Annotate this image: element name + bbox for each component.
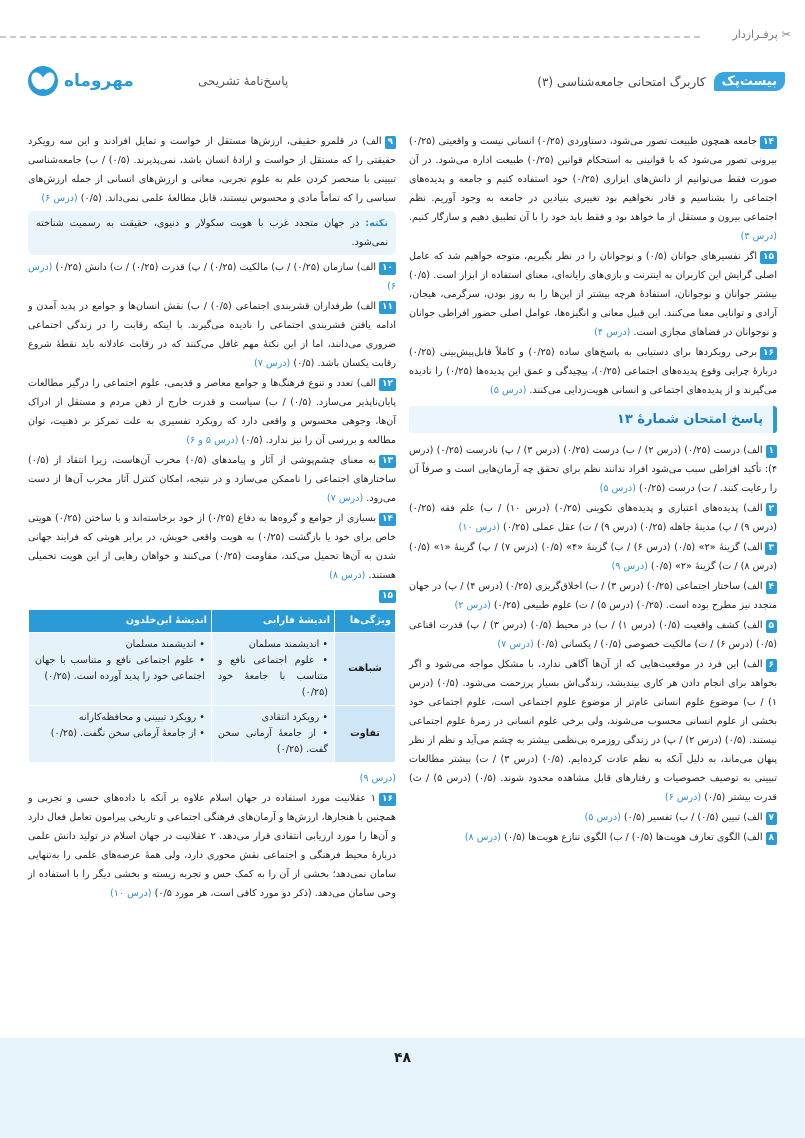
answer-item <box>28 258 396 296</box>
answer-text: الف) گزینهٔ «۲» (۰/۵) (درس ۶) / ب) گزینهٔ «۴» (۰/۵) (درس ۷) / پ) گزینهٔ «۱» (۰/۵) (درس ۸) / ت) گزینهٔ «۲» (۰/۵) <box>409 542 777 572</box>
page-header <box>28 66 785 100</box>
lesson-reference: (درس ۸) <box>329 570 366 581</box>
answer-item <box>409 132 777 246</box>
question-number: ۱۴ <box>379 513 396 526</box>
answer-text: الف) کشف واقعیت (۰/۵) (درس ۱) / ب) در محیط (۰/۵) (درس ۳) / پ) قدرت اقناعی (۰/۵) (درس ۶) / ت) مالکیت خصوصی (۰/۵) / یکسانی (۰/۵) <box>409 620 777 650</box>
cell-text: علوم اجتماعی نافع و متناسب با جامعهٔ خود (۰/۲۵) <box>217 655 328 698</box>
row-heading: تفاوت <box>335 706 396 763</box>
answer-text: الف) الگوی تعارف هویت‌ها (۰/۵) / ب) الگوی تنازع هویت‌ها (۰/۵) <box>504 832 763 843</box>
answer-item <box>409 247 777 342</box>
question-number: ۱۱ <box>379 301 396 314</box>
lesson-reference: (درس ۷) <box>326 493 364 504</box>
lesson-reference: (درس ۲) <box>454 600 491 611</box>
answer-text: جامعه همچون طبیعت تصور می‌شود، دستاوردی (۰/۲۵) انسانی نیست و واقعیتی (۰/۲۵) بیرونی تصور می‌شود که با قوانینی به استحکام قوانین (۰/۲۵) طبیعت اداره می‌شود. در آن صورت فقط می‌توانیم از دانش‌های ابزاری (۰/۲۵) خود استفاده کنیم و جامعه و پدیده‌های اجتماعی را بشناسیم و قادر نخواهیم بود تغییری بنیادین در جامعه به وجود آوریم. نظم اجتماعی بیرون و مستقل از ما خواهد بود و فقط باید خود را با آن تطبیق دهیم و سازگار کنیم. <box>409 136 778 223</box>
question-number: ۴ <box>766 581 778 594</box>
answer-item <box>409 441 777 498</box>
cell-bullet: • از جامعهٔ آرمانی سخن گفت. (۰/۲۵) <box>217 728 328 755</box>
question-number: ۹ <box>385 136 397 149</box>
question-number: ۱۵ <box>379 590 396 603</box>
cell-text: اندیشمند مسلمان <box>248 639 320 650</box>
cell-text: از جامعهٔ آرمانی سخن نگفت. (۰/۲۵) <box>50 728 197 739</box>
lesson-reference: (درس ۶) <box>664 792 702 803</box>
answer-item <box>28 451 396 508</box>
answer-text: الف) طرفداران قشربندی اجتماعی (۰/۵) / ب) نقش انسان‌ها و جوامع در پدید آمدن و ادامه یافتن قشربندی اجتماعی را نادیده می‌گیرند. با اینکه رقابت را در زندگی اجتماعی ضروری می‌دانند، اما از این نکتهٔ مهم غافل می‌کنند که در رقابت عادلانه باید نقطهٔ شروع رقابت یکسان باشد. (۰/۵) <box>28 301 396 369</box>
cell-bullet: • اندیشمند مسلمان <box>125 639 205 650</box>
header-title-group <box>537 72 785 91</box>
table-header: اندیشهٔ ابن‌خلدون <box>29 610 212 633</box>
right-column <box>409 132 777 848</box>
answer-text: الف) این فرد در موقعیت‌هایی که از آن‌ها آگاهی ندارد، با مشکل مواجه می‌شود و اگر بخواهد برای انجام دادن هر کاری بیندیشد، زندگی‌اش بسیار پرزحمت می‌شود. (۰/۵) (درس ۱) / ب) موضوع علوم انسانی عام‌تر از موضوع علوم اجتماعی است، علوم اجتماعی خود بخشی از علوم انسانی محسوب می‌شوند، ولی برخی علوم انسانی در زمرهٔ علوم اجتماعی نیستند. (۰/۵) (درس ۲) / پ) در زندگی روزمره بی‌نظمی بیشتر به چشم می‌آید و نظم از نظر پنهان می‌ماند، به دلیل آنکه به نظم عادت کرده‌ایم. (۰/۵) (درس ۳) / ت) بیشتر مطالعات تبیینی به توصیف خصوصیات و رفتارهای قابل مشاهده محدود شوند. (۰/۵) (درس ۵) / ث) قدرت بیشتر (۰/۵) <box>409 659 778 803</box>
note-text: در جهان متجدد غرب با هویت سکولار و دنیوی، حقیقت به رسمیت شناخته نمی‌شود. <box>36 218 388 248</box>
table-header: ویژگی‌ها <box>335 610 396 633</box>
comparison-table <box>28 609 396 763</box>
answer-item <box>28 509 396 585</box>
question-number: ۱۲ <box>379 378 396 391</box>
lesson-reference: (درس ۷) <box>253 358 291 369</box>
question-number: ۱ <box>766 445 778 458</box>
cell-bullet: • رویکرد تبیینی و محافظه‌کارانه <box>78 712 205 723</box>
lesson-reference: (درس ۱۰) <box>110 888 152 899</box>
cell-text: از جامعهٔ آرمانی سخن گفت. (۰/۲۵) <box>217 728 328 755</box>
table-row <box>29 706 396 763</box>
left-column <box>28 132 396 904</box>
lesson-reference: (درس ۵ و ۶) <box>186 435 239 446</box>
cell-bullet: • علوم اجتماعی نافع و متناسب با جهان اجتماعی خود را پدید آورده است. (۰/۲۵) <box>35 655 205 682</box>
publisher-logo <box>28 66 134 96</box>
cell-text: رویکرد تبیینی و محافظه‌کارانه <box>78 712 197 723</box>
answer-text: الف) تعدد و تنوع فرهنگ‌ها و جوامع معاصر و قدیمی، علوم اجتماعی را درگیر مطالعات پایان‌ناپذیر می‌سازد. (۰/۵) / ب) سیاست و قدرت خارج از ذهن مردم و مستقل از ادراک آن‌ها، وجوهی محسوس و واقعی دارد که رویکرد تفسیری به علت تمرکز بر ذهنیت، توان مطالعه و بررسی آن را نیز ندارد. (۰/۵) <box>28 378 396 446</box>
answer-text: الف) در قلمرو حقیقی، ارزش‌ها مستقل از خواست و تمایل افرادند و این سه رویکرد حقیقتی را که مستقل از خواست و ارادهٔ انسان باشد، نمی‌پذیرند. (۰/۵) / ب) جامعه‌شناسی تبیینی با منحصر کردن علم به علوم تجربی، معانی و ارزش‌های انسانی از جمله ارزش‌های سیاسی را که تماماً مادی و محسوس نیستند، قابل مطالعهٔ علمی نمی‌داند. (۰/۵) <box>28 136 396 204</box>
cell-bullet: • علوم اجتماعی نافع و متناسب با جامعهٔ خود (۰/۲۵) <box>217 655 329 698</box>
question-number: ۲ <box>766 503 778 516</box>
lesson-reference: (درس ۶) <box>41 193 78 204</box>
top-dashed-rule <box>0 36 700 38</box>
answer-item <box>409 343 777 400</box>
question-number: ۱۶ <box>379 793 396 806</box>
answer-text: الف) درست (۰/۲۵) (درس ۲) / ب) درست (۰/۲۵) (درس ۳) / پ) نادرست (۰/۲۵) (درس ۴): تأکید افراطی سبب می‌شود افراد ندانند نظم برای تحقق چه آرمان‌هایی است و صرفاً آن را رعایت کنند. / ت) درست (۰/۲۵) <box>409 445 777 494</box>
lesson-reference: (درس ۳) <box>740 231 777 242</box>
answer-text: ۱ عقلانیت مورد استفاده در جهان اسلام علاوه بر آنکه با داده‌های حسی و تجربی و همچنین با هنجارها، ارزش‌ها و آرمان‌های فرهنگی اجتماعی و تاریخی پیرامون تعامل فعال دارد و آن‌ها را مورد ارزیابی انتقادی قرار می‌دهد. ۲ عقلانیت در جهان اسلام در تولید دانش علمی دربارهٔ محیط فرهنگی و اجتماعی نقش محوری دارد، ولی همهٔ عرصه‌های علمی را به‌تنهایی سامان نمی‌دهد؛ بخشی از آن را به کمک حس و تجربه زیسته و بخشی دیگر را با استفاده از وحی سامان می‌دهد. (ذکر دو مورد کافی است، هر مورد ۰/۵) <box>28 793 396 899</box>
answer-text: اگر تفسیرهای جوانان (۰/۵) و نوجوانان را در نظر بگیریم، متوجه خواهیم شد که عامل اصلی گرایش این کاربران به اینترنت و بازی‌های رایانه‌ای، معنای استفاده از ابزار است. (۰/۵) بیشتر جوانان و نوجوانان، استفادهٔ هرچه بیشتر از این‌ها را به روز بودن، سرگرمی، هیجان، آزادی و توانایی معنا می‌کنند. این قبیل معانی و انگیزه‌ها، عوامل اصلی حضور افراطی جوانان و نوجوانان در فضاهای مجازی است. <box>409 251 777 338</box>
answer-item <box>409 577 777 615</box>
row-heading: شباهت <box>335 633 396 706</box>
brand-top <box>732 28 791 41</box>
note-label: نکته: <box>365 218 388 229</box>
question-number: ۱۵ <box>760 251 777 264</box>
table-cell <box>211 633 334 706</box>
question-number: ۷ <box>766 812 778 825</box>
cell-text: رویکرد انتقادی <box>261 712 320 723</box>
question-number: ۳ <box>765 542 777 555</box>
table-header: اندیشهٔ فارابی <box>211 610 334 633</box>
answer-text: الف) ساختار اجتماعی (۰/۲۵) (درس ۳) / ب) اخلاق‌گریزی (۰/۲۵) (درس ۴) / پ) در جهان متجدد نیز مطرح بوده است. (۰/۲۵) (درس ۵) / ت) علوم طبیعی (۰/۲۵) <box>409 581 777 611</box>
answer-text: الف) سازمان (۰/۲۵) / ب) مالکیت (۰/۲۵) / پ) قدرت (۰/۲۵) / ت) دانش (۰/۲۵) <box>55 262 377 273</box>
question-number: ۵ <box>766 620 778 633</box>
question-number: ۱۶ <box>760 347 777 360</box>
question-number: ۱۰ <box>379 262 396 275</box>
table-cell <box>29 633 212 706</box>
table-cell <box>211 706 334 763</box>
answer-text: الف) پدیده‌های اعتباری و پدیده‌های تکوینی (۰/۲۵) (درس ۱۰) / ب) علم فقه (۰/۲۵) (درس ۹) / پ) مدینهٔ جاهله (۰/۲۵) (درس ۹) / ت) عقل عملی (۰/۲۵) <box>409 503 777 533</box>
answer-item <box>409 499 777 537</box>
question-number: ۱۳ <box>379 455 396 468</box>
table-question <box>28 586 396 605</box>
answer-item <box>28 297 396 373</box>
lesson-reference: (درس ۱۰) <box>458 522 500 533</box>
lesson-reference: (درس ۷) <box>497 639 534 650</box>
table-row <box>29 633 396 706</box>
answers-title: پاسخ‌نامهٔ تشریحی <box>198 74 289 88</box>
question-number: ۶ <box>766 659 778 672</box>
bistpak-badge: بیست‌پک <box>714 72 785 91</box>
answer-item <box>409 828 777 847</box>
answer-text: بسیاری از جوامع و گروه‌ها به دفاع (۰/۲۵) از خود برخاسته‌اند و با ساختن (۰/۲۵) هویتی خاص برای خود یا بازگشت (۰/۲۵) به هویت واقعی خویش، در برابر هویتی که فرایند جهانی شدن به آن‌ها تحمیل می‌کند، مقاومت (۰/۲۵) می‌کنند و خواهان رهایی از این هویت تحمیلی هستند. <box>28 513 396 581</box>
cell-bullet: • از جامعهٔ آرمانی سخن نگفت. (۰/۲۵) <box>50 728 205 739</box>
answer-text: الف) تبیین (۰/۵) / ب) تفسیر (۰/۵) <box>623 812 763 823</box>
answer-item <box>409 616 777 654</box>
answer-item <box>409 538 777 576</box>
page-number: ۴۸ <box>393 1050 412 1066</box>
header-subtitle: کاربرگ امتحانی جامعه‌شناسی (۳) <box>537 74 706 89</box>
lesson-reference: (درس ۵) <box>584 812 621 823</box>
lesson-reference: (درس ۵) <box>599 483 636 494</box>
answer-text: به معنای چشم‌پوشی از آثار و پیامدهای (۰/۵) مخرب آن‌هاست، زیرا انتقاد از (۰/۵) ساختارهای اجتماعی را ناممکن می‌سازد و در نتیجه، امکان کنترل آثار مخرب آن‌ها از دست می‌رود. <box>28 455 396 504</box>
lesson-reference: (درس ۴) <box>594 327 631 338</box>
lesson-reference: (درس ۵) <box>490 385 527 396</box>
lesson-reference: (درس ۹) <box>611 561 648 572</box>
table-cell <box>29 706 212 763</box>
cell-bullet: • اندیشمند مسلمان <box>248 639 328 650</box>
answer-text: برخی رویکردها برای دستیابی به پاسخ‌های ساده (۰/۲۵) و کاملاً قابل‌پیش‌بینی (۰/۲۵) دربارهٔ چرایی وقوع پدیده‌های اجتماعی (۰/۲۵)، پیچیدگی و عمق این پدیده‌ها (۰/۲۵) را نادیده می‌گیرند و از پدیده‌های اجتماعی و انسانی هویت‌زدایی می‌کنند. <box>409 347 777 396</box>
answer-item <box>28 789 396 903</box>
brand-top-text: پرفـراز‌دار <box>732 28 778 41</box>
table-reference: (درس ۹) <box>359 773 396 784</box>
question-number: ۱۴ <box>760 136 777 149</box>
cell-text: علوم اجتماعی نافع و متناسب با جهان اجتماعی خود را پدید آورده است. (۰/۲۵) <box>35 655 205 682</box>
lesson-reference: (درس ۶) <box>28 262 396 292</box>
cell-bullet: • رویکرد انتقادی <box>261 712 328 723</box>
note-box <box>28 211 396 255</box>
scissors-icon: ✂ <box>781 28 791 41</box>
answer-item <box>409 808 777 827</box>
butterfly-logo-icon <box>28 66 58 96</box>
answer-item <box>28 374 396 450</box>
question-number: ۸ <box>766 832 778 845</box>
section-title: پاسخ امتحان شمارهٔ ۱۳ <box>409 406 777 433</box>
logo-text: مهروماه <box>64 71 134 91</box>
answer-item <box>28 132 396 208</box>
lesson-reference: (درس ۸) <box>464 832 502 843</box>
answer-item <box>409 655 777 807</box>
cell-text: اندیشمند مسلمان <box>125 639 197 650</box>
